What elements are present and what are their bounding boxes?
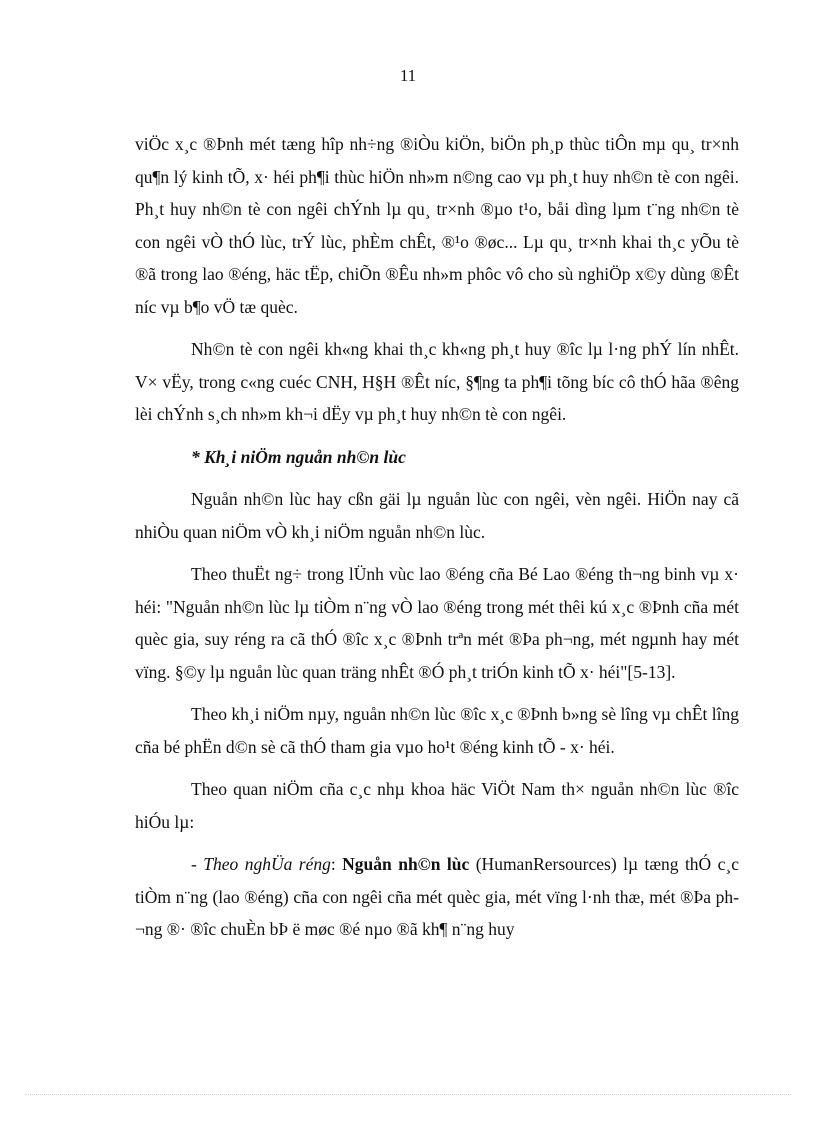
definition-term: Nguån nh©n lùc <box>342 854 470 874</box>
definition-paragraph <box>135 848 739 946</box>
paragraph: Theo kh¸i niÖm nµy, nguån nh©n lùc ®îc x¸c ®Þnh b»ng sè lîng vµ chÊt lîng cña bé phËn d©n sè cã thÓ tham gia vµo ho¹t ®éng kinh tÕ - x· héi. <box>135 704 739 757</box>
definition-colon: : <box>330 854 343 874</box>
section-heading: * Kh¸i niÖm nguån nh©n lùc <box>191 446 406 467</box>
page-bottom-rule <box>25 1094 791 1095</box>
definition-text: (HumanRersources) lµ tæng thÓ c¸c tiÒm n¨ng (lao ®éng) cña con ngêi cña mét quèc gia, mét vïng l·nh thæ, mét ®Þa ph¬ng ®· ®îc chuÈn bÞ ë møc ®é nµo ®ã kh¶ n¨ng huy <box>135 854 739 939</box>
page-number: 11 <box>399 66 417 85</box>
paragraph: Theo thuËt ng÷ trong lÜnh vùc lao ®éng cña Bé Lao ®éng th¬ng binh vµ x· héi: "Nguån nh©n lùc lµ tiÒm n¨ng vÒ lao ®éng trong mét thêi kú x¸c ®Þnh cña mét quèc gia, suy réng ra cã thÓ ®îc x¸c ®Þnh trªn mét ®Þa ph¬ng, mét ngµnh hay mét vïng. §©y lµ nguån lùc quan träng nhÊt ®Ó ph¸t triÓn kinh tÕ x· héi"[5-13]. <box>135 564 739 682</box>
definition-label: Theo nghÜa réng <box>203 854 331 874</box>
paragraph: Theo quan niÖm cña c¸c nhµ khoa häc ViÖt Nam th× nguån nh©n lùc ®îc hiÓu lµ: <box>135 779 739 832</box>
paragraph: viÖc x¸c ®Þnh mét tæng hîp nh÷ng ®iÒu kiÖn, biÖn ph¸p thùc tiÔn mµ qu¸ tr×nh qu¶n lý kinh tÕ, x· héi ph¶i thùc hiÖn nh»m n©ng cao vµ ph¸t huy nh©n tè con ngêi. Ph¸t huy nh©n tè con ngêi chÝnh lµ qu¸ tr×nh ®µo t¹o, båi dìng lµm t¨ng nh©n tè con ngêi vÒ thÓ lùc, trÝ lùc, phÈm chÊt, ®¹o ®øc... Lµ qu¸ tr×nh khai th¸c yÕu tè ®ã trong lao ®éng, häc tËp, chiÕn ®Êu nh»m phôc vô cho sù nghiÖp x©y dùng ®Êt níc vµ b¶o vÖ tæ quèc. <box>135 134 739 317</box>
paragraph: Nh©n tè con ngêi kh«ng khai th¸c kh«ng ph¸t huy ®îc lµ l·ng phÝ lín nhÊt. V× vËy, trong c«ng cuéc CNH, H§H ®Êt níc, §¶ng ta ph¶i tõng bíc cô thÓ hãa ®êng lèi chÝnh s¸ch nh»m kh¬i dËy vµ ph¸t huy nh©n tè con ngêi. <box>135 339 739 424</box>
definition-prefix: - <box>191 854 204 874</box>
paragraph: Nguån nh©n lùc hay cßn gäi lµ nguån lùc con ngêi, vèn ngêi. HiÖn nay cã nhiÒu quan niÖm vÒ kh¸i niÖm nguån nh©n lùc. <box>135 489 739 542</box>
document-body <box>135 128 739 956</box>
